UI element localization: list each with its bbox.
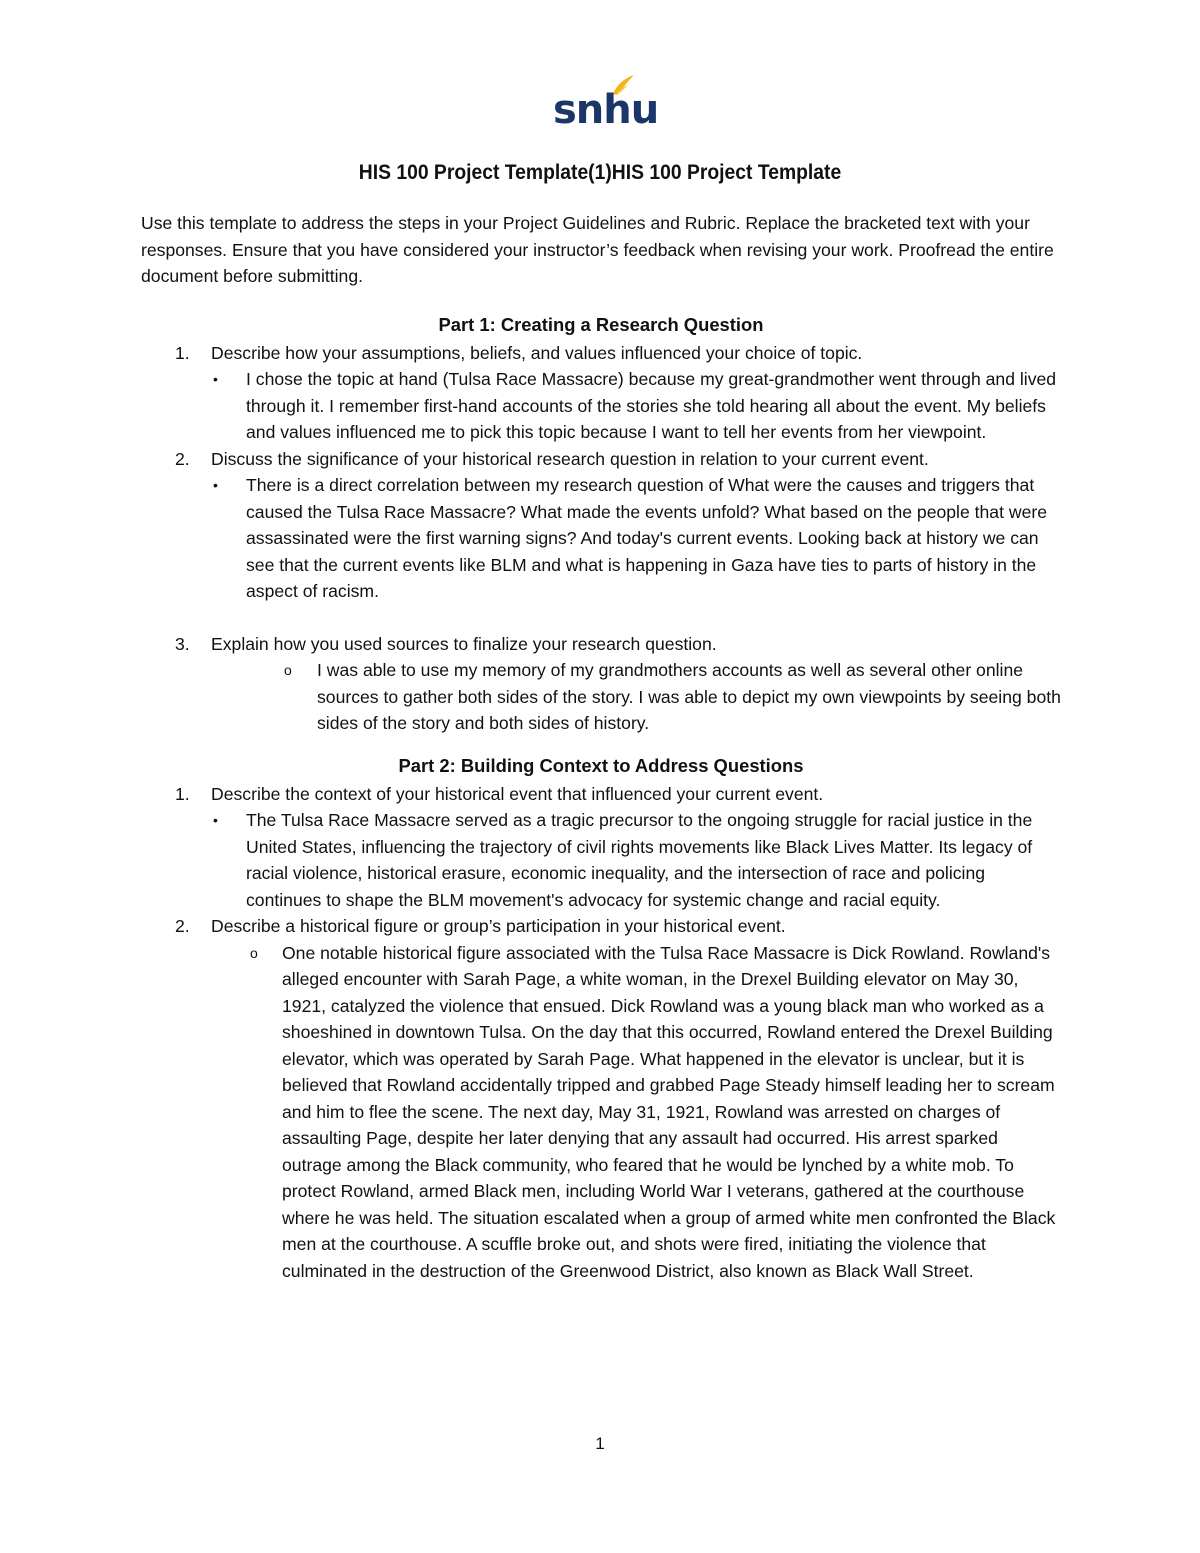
part2-question-2 — [141, 913, 1061, 1284]
part1-question-2 — [141, 446, 1061, 605]
part1-question-list — [141, 340, 1061, 737]
part2-question-1 — [141, 781, 1061, 914]
bullet-marker: • — [213, 371, 218, 387]
question-text: Describe a historical figure or group’s participation in your historical event. — [211, 916, 786, 936]
answer-text: I was able to use my memory of my grandmothers accounts as well as several other online sources to gather both sides of the story. I was able to depict my own viewpoints by seeing both sides of the story and both sides of history. — [317, 660, 1061, 733]
spacer — [141, 605, 1061, 631]
circle-marker: o — [284, 662, 292, 678]
bullet-marker: • — [213, 812, 218, 828]
answer-paragraph — [211, 472, 1061, 605]
bullet-marker: • — [213, 477, 218, 493]
part2-heading: Part 2: Building Context to Address Questions — [398, 754, 804, 776]
question-number: 3. — [175, 633, 190, 654]
part1-question-1 — [141, 340, 1061, 446]
part2-question-list — [141, 781, 1061, 1285]
question-text: Discuss the significance of your historical research question in relation to your current event. — [211, 448, 929, 469]
question-number: 1. — [175, 342, 190, 363]
answer-paragraph — [211, 657, 1061, 737]
answer-paragraph — [211, 940, 1061, 1285]
answer-text: There is a direct correlation between my research question of What were the causes and triggers that caused the Tulsa Race Massacre? What made the events unfold? What based on the people that were assassinated were the first warning signs? And today's current events. Looking back at history we can see that the current events like BLM and what is happening in Gaza have ties to parts of history in the aspect of racism. — [246, 475, 1047, 601]
question-number: 2. — [175, 448, 190, 469]
part1-heading: Part 1: Creating a Research Question — [438, 313, 764, 335]
answer-text: One notable historical figure associated with the Tulsa Race Massacre is Dick Rowland. Rowland's alleged encounter with Sarah Page, a white woman, in the Drexel Building elevator on May 30, 1921, catalyzed the violence that ensued. Dick Rowland was a young black man who worked as a shoeshined in downtown Tulsa. On the day that this occurred, Rowland entered the Drexel Building elevator, which was operated by Sarah Page. What happened in the elevator is unclear, but it is believed that Rowland accidentally tripped and grabbed Page Steady himself leading her to scream and him to flee the scene. The next day, May 31, 1921, Rowland was arrested on charges of assaulting Page, despite her later denying that any assault had occurred. His arrest sparked outrage among the Black community, who feared that he would be lynched by a white mob. To protect Rowland, armed Black men, including World War I veterans, gathered at the courthouse where he was held. The situation escalated when a group of armed white men confronted the Black men at the courthouse. A scuffle broke out, and shots were fired, initiating the violence that culminated in the destruction of the Greenwood District, also known as Black Wall Street. — [282, 942, 1056, 1281]
intro-paragraph: Use this template to address the steps in your Project Guidelines and Rubric. Replace the bracketed text with your responses. Ensure that you have considered your instructor’s feedback when revising your work. Proofread the entire document before submitting. — [141, 213, 1054, 286]
logo-wordmark: snhu — [553, 87, 659, 133]
answer-text: The Tulsa Race Massacre served as a tragic precursor to the ongoing struggle for racial justice in the United States, influencing the trajectory of civil rights movements like Black Lives Matter. Its legacy of racial violence, historical erasure, economic inequality, and the intersection of race and policing continues to shape the BLM movement's advocacy for systemic change and racial equity. — [246, 810, 1033, 910]
question-number: 2. — [175, 916, 190, 936]
circle-marker: o — [250, 944, 258, 961]
snhu-logo — [553, 74, 659, 134]
page-number: 1 — [595, 1434, 605, 1453]
document-title: HIS 100 Project Template(1)HIS 100 Project Template — [358, 161, 842, 184]
answer-paragraph — [211, 807, 1061, 913]
part1-question-3 — [141, 631, 1061, 737]
question-text: Describe how your assumptions, beliefs, and values influenced your choice of topic. — [211, 342, 863, 363]
answer-paragraph — [211, 366, 1061, 446]
question-text: Describe the context of your historical event that influenced your current event. — [211, 783, 824, 804]
question-text: Explain how you used sources to finalize your research question. — [211, 633, 717, 654]
answer-text: I chose the topic at hand (Tulsa Race Massacre) because my great-grandmother went through and lived through it. I remember first-hand accounts of the stories she told hearing all about the event. My beliefs and values influenced me to pick this topic because I want to tell her events from her viewpoint. — [246, 369, 1057, 442]
document-body — [141, 210, 1061, 1284]
question-number: 1. — [175, 783, 190, 804]
